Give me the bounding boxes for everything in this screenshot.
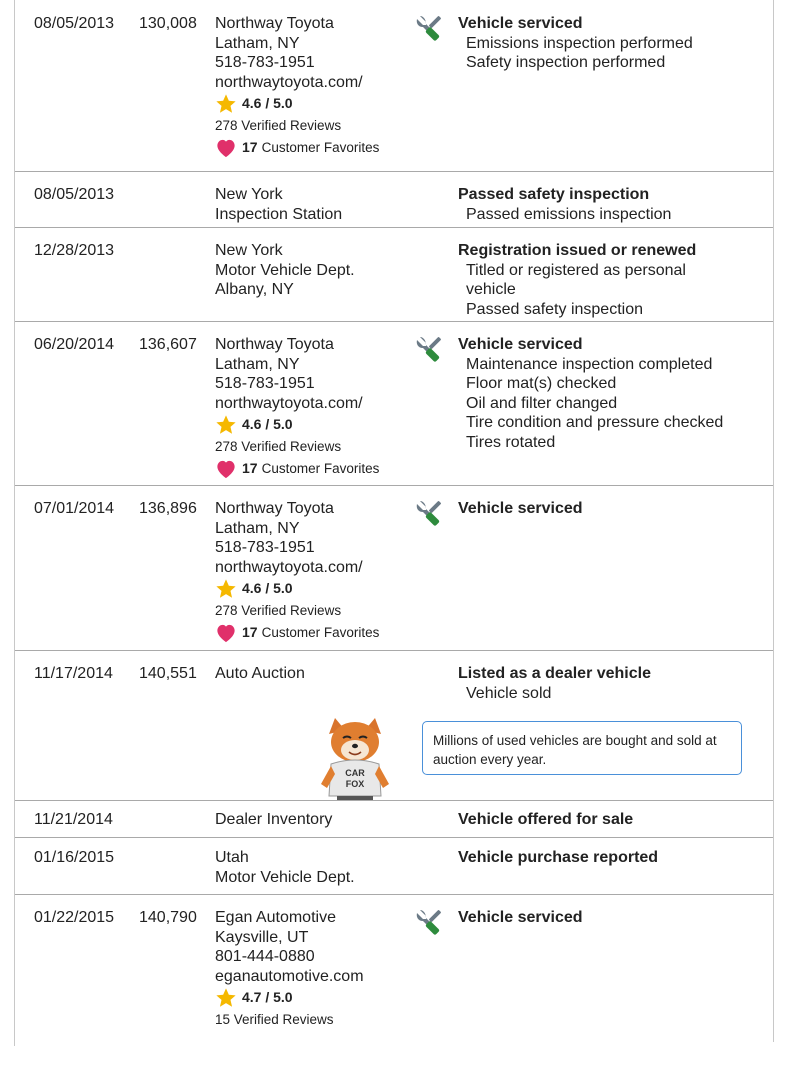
record-heading: Passed safety inspection — [458, 186, 650, 203]
verified-reviews-link[interactable]: 278 Verified Reviews — [215, 118, 342, 133]
source-info — [215, 185, 342, 224]
source-website-link[interactable]: northwaytoyota.com/ — [215, 73, 363, 91]
auction-tip-callout: Millions of used vehicles are bought and sold at auction every year. — [422, 721, 742, 775]
star-icon — [215, 578, 237, 600]
source-name: Utah — [215, 849, 249, 866]
record-date: 11/17/2014 — [34, 665, 113, 682]
svg-text:FOX: FOX — [345, 779, 365, 789]
favorites-count: 17 — [242, 459, 258, 476]
vehicle-history-table — [14, 0, 774, 1042]
favorites-count: 17 — [242, 623, 258, 640]
star-icon — [215, 414, 237, 436]
record-detail: Maintenance inspection completed — [466, 355, 713, 373]
dealer-rating — [215, 986, 364, 1010]
record-heading: Vehicle offered for sale — [458, 811, 634, 828]
source-name: Dealer Inventory — [215, 811, 333, 828]
customer-favorites — [215, 137, 379, 159]
source-website-link[interactable]: northwaytoyota.com/ — [215, 394, 363, 412]
table-border-tail — [14, 1042, 15, 1046]
star-icon — [215, 93, 237, 115]
history-row — [15, 485, 773, 651]
record-comments — [458, 241, 696, 319]
source-phone[interactable]: 518-783-1951 — [215, 54, 315, 71]
dealer-rating — [215, 413, 379, 437]
verified-reviews-link[interactable]: 278 Verified Reviews — [215, 603, 342, 618]
carfox-mascot-icon — [315, 716, 395, 800]
star-icon — [215, 987, 237, 1009]
source-name: New York — [215, 242, 283, 259]
record-detail: Titled or registered as personal — [466, 261, 686, 279]
record-comments — [458, 185, 671, 224]
heart-icon — [215, 138, 237, 158]
record-detail: Floor mat(s) checked — [466, 375, 617, 392]
source-website-link[interactable]: eganautomotive.com — [215, 967, 364, 985]
source-location: Latham, NY — [215, 355, 300, 373]
record-heading: Listed as a dealer vehicle — [458, 665, 651, 682]
verified-reviews-link[interactable]: 278 Verified Reviews — [215, 439, 342, 454]
source-website-link[interactable]: northwaytoyota.com/ — [215, 558, 363, 576]
record-comments — [458, 335, 723, 452]
history-row — [15, 321, 773, 486]
wrench-screwdriver-icon — [414, 497, 446, 529]
record-date: 12/28/2013 — [34, 242, 115, 259]
history-row — [15, 894, 773, 1042]
dealer-rating — [215, 92, 379, 116]
history-row — [15, 800, 773, 838]
source-name: Northway Toyota — [215, 15, 334, 32]
odometer-reading: 136,607 — [139, 336, 197, 353]
record-heading: Vehicle serviced — [458, 336, 583, 353]
customer-favorites — [215, 622, 379, 644]
history-row — [15, 0, 773, 172]
record-date: 08/05/2013 — [34, 186, 115, 203]
history-row — [15, 171, 773, 228]
record-detail: vehicle — [466, 281, 516, 298]
source-location: Latham, NY — [215, 34, 300, 52]
record-date: 11/21/2014 — [34, 811, 113, 828]
odometer-reading: 140,551 — [139, 665, 197, 682]
source-phone[interactable]: 801-444-0880 — [215, 948, 315, 965]
rating-value: 4.6 / 5.0 — [242, 95, 293, 112]
record-detail: Passed emissions inspection — [466, 205, 672, 223]
record-date: 01/16/2015 — [34, 849, 115, 866]
record-detail: Oil and filter changed — [466, 394, 618, 412]
favorites-label: Customer Favorites — [261, 624, 380, 640]
record-detail: Tire condition and pressure checked — [466, 414, 724, 431]
record-comments — [458, 848, 658, 868]
source-location: Latham, NY — [215, 519, 300, 537]
source-location: Kaysville, UT — [215, 928, 309, 946]
record-detail: Passed safety inspection — [466, 300, 643, 318]
source-info — [215, 241, 355, 300]
record-date: 01/22/2015 — [34, 909, 115, 926]
svg-text:CAR: CAR — [345, 768, 365, 778]
record-heading: Vehicle serviced — [458, 500, 583, 517]
source-phone[interactable]: 518-783-1951 — [215, 375, 315, 392]
record-heading: Vehicle serviced — [458, 15, 583, 32]
source-info — [215, 664, 305, 684]
rating-value: 4.7 / 5.0 — [242, 989, 293, 1006]
source-info — [215, 499, 379, 644]
favorites-label: Customer Favorites — [261, 460, 380, 476]
source-location: Inspection Station — [215, 205, 343, 223]
rating-value: 4.6 / 5.0 — [242, 416, 293, 433]
dealer-rating — [215, 577, 379, 601]
customer-favorites — [215, 458, 379, 480]
record-detail: Emissions inspection performed — [466, 34, 693, 52]
source-info — [215, 848, 355, 887]
source-info — [215, 908, 364, 1030]
record-date: 07/01/2014 — [34, 500, 115, 517]
odometer-reading: 136,896 — [139, 500, 197, 517]
source-name: New York — [215, 186, 283, 203]
record-heading: Vehicle purchase reported — [458, 849, 659, 866]
record-comments — [458, 14, 693, 73]
record-comments — [458, 499, 583, 519]
favorites-label: Customer Favorites — [261, 139, 380, 155]
history-row — [15, 837, 773, 895]
record-date: 06/20/2014 — [34, 336, 115, 353]
source-info — [215, 14, 379, 159]
record-comments — [458, 664, 651, 703]
history-row — [15, 227, 773, 322]
record-comments — [458, 908, 583, 928]
wrench-screwdriver-icon — [414, 333, 446, 365]
verified-reviews-link[interactable]: 15 Verified Reviews — [215, 1012, 334, 1027]
heart-icon — [215, 623, 237, 643]
source-info — [215, 810, 332, 830]
wrench-screwdriver-icon — [414, 906, 446, 938]
record-detail: Vehicle sold — [466, 684, 552, 702]
record-heading: Registration issued or renewed — [458, 242, 697, 259]
source-department: Motor Vehicle Dept. — [215, 868, 355, 886]
source-location: Albany, NY — [215, 281, 294, 298]
record-heading: Vehicle serviced — [458, 909, 583, 926]
source-info — [215, 335, 379, 480]
rating-value: 4.6 / 5.0 — [242, 580, 293, 597]
source-name: Northway Toyota — [215, 500, 334, 517]
odometer-reading: 140,790 — [139, 909, 197, 926]
record-detail: Tires rotated — [466, 433, 556, 451]
record-date: 08/05/2013 — [34, 15, 115, 32]
source-phone[interactable]: 518-783-1951 — [215, 539, 315, 556]
history-row — [15, 650, 773, 801]
odometer-reading: 130,008 — [139, 15, 197, 32]
source-name: Northway Toyota — [215, 336, 334, 353]
record-detail: Safety inspection performed — [466, 54, 666, 71]
source-name: Egan Automotive — [215, 909, 336, 926]
source-name: Auto Auction — [215, 665, 305, 682]
favorites-count: 17 — [242, 138, 258, 155]
heart-icon — [215, 459, 237, 479]
record-comments — [458, 810, 633, 830]
wrench-screwdriver-icon — [414, 12, 446, 44]
source-department: Motor Vehicle Dept. — [215, 261, 355, 279]
